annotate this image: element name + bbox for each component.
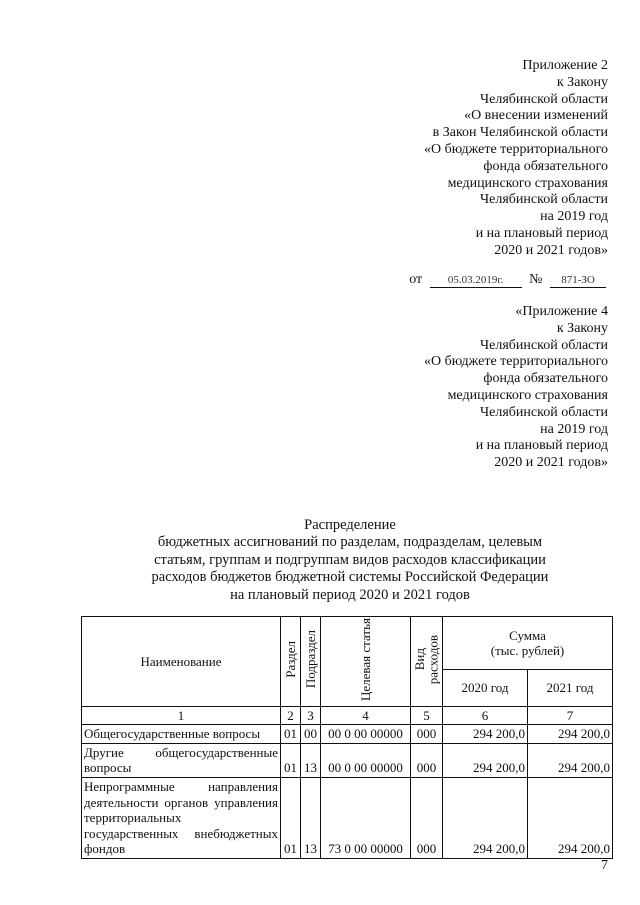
heading-title: Распределение	[304, 517, 396, 533]
number-label: №	[529, 272, 543, 287]
approval-line: медицинского страхования	[447, 175, 608, 191]
table-row	[82, 743, 613, 777]
column-number: 5	[411, 706, 443, 725]
approval-block-1	[424, 58, 608, 260]
approval-line: фонда обязательного	[483, 158, 608, 174]
document-heading	[80, 517, 620, 604]
row-name: Непрограммные направления деятельности органов управления территориальных государственных внебюджетных фондов	[82, 777, 281, 858]
row-kind: 000	[411, 743, 443, 777]
column-number: 4	[321, 706, 411, 725]
approval-line: 2020 и 2021 годов»	[494, 242, 608, 258]
table-row	[82, 725, 613, 744]
header-year-2021: 2021 год	[528, 670, 613, 706]
row-target: 00 0 00 00000	[321, 743, 411, 777]
row-name: Общегосударственные вопросы	[82, 725, 281, 744]
heading-line: на плановый период 2020 и 2021 годов	[230, 586, 470, 603]
header-kind	[411, 617, 443, 707]
header-target-label: Целевая статья	[357, 618, 373, 702]
column-number: 7	[528, 706, 613, 725]
row-target: 00 0 00 00000	[321, 725, 411, 744]
row-amount-2020: 294 200,0	[443, 777, 528, 858]
approval-block-2	[424, 304, 608, 472]
approval-line: к Закону	[556, 74, 608, 90]
approval-line: в Закон Челябинской области	[432, 125, 608, 141]
header-sum-line1: Сумма	[509, 627, 546, 643]
approval-line: медицинского страхования	[447, 387, 608, 403]
approval-line: фонда обязательного	[483, 371, 608, 387]
approval-line: на 2019 год	[540, 209, 608, 225]
row-amount-2020: 294 200,0	[443, 743, 528, 777]
approval-line: Челябинской области	[480, 192, 608, 208]
header-target	[321, 617, 411, 707]
approval-line: Челябинской области	[480, 91, 608, 107]
row-name: Другие общегосударственные вопросы	[82, 743, 281, 777]
row-amount-2021: 294 200,0	[528, 743, 613, 777]
header-sum-line2: (тыс. рублей)	[490, 643, 565, 659]
heading-line: статьям, группам и подгруппам видов расходов классификации	[154, 551, 546, 568]
column-number: 6	[443, 706, 528, 725]
law-date-number-line	[409, 272, 610, 289]
header-kind-line1: Вид	[412, 648, 427, 671]
header-name: Наименование	[82, 617, 281, 707]
approval-line: на 2019 год	[540, 421, 608, 437]
approval-line: и на плановый период	[475, 438, 608, 454]
approval-line: к Закону	[556, 320, 608, 336]
approval-line: «О бюджете территориального	[424, 354, 608, 370]
row-subsection: 13	[301, 777, 321, 858]
date-prefix: от	[409, 272, 423, 287]
approval-line: «О бюджете территориального	[424, 141, 608, 157]
row-subsection: 13	[301, 743, 321, 777]
row-amount-2021: 294 200,0	[528, 725, 613, 744]
approval-line: Челябинской области	[480, 337, 608, 353]
row-amount-2020: 294 200,0	[443, 725, 528, 744]
approval-line: и на плановый период	[475, 225, 608, 241]
law-number: 871-ЗО	[550, 274, 606, 288]
row-section: 01	[281, 777, 301, 858]
approval-line: Приложение 2	[522, 58, 608, 73]
budget-allocation-table	[81, 616, 613, 859]
page-number: 7	[601, 858, 608, 873]
row-amount-2021: 294 200,0	[528, 777, 613, 858]
heading-line: расходов бюджетов бюджетной системы Российской Федерации	[151, 569, 549, 586]
law-date: 05.03.2019г.	[430, 274, 522, 288]
header-section	[281, 617, 301, 707]
column-number: 3	[301, 706, 321, 725]
heading-line: бюджетных ассигнований по разделам, подразделам, целевым	[157, 534, 543, 551]
approval-line: «Приложение 4	[515, 304, 608, 319]
header-subsection	[301, 617, 321, 707]
approval-line: Челябинской области	[480, 404, 608, 420]
header-section-label: Раздел	[282, 641, 298, 678]
row-target: 73 0 00 00000	[321, 777, 411, 858]
header-kind-label	[413, 635, 440, 684]
approval-line: «О внесении изменений	[464, 108, 608, 124]
approval-line: 2020 и 2021 годов»	[494, 455, 608, 471]
row-kind: 000	[411, 777, 443, 858]
table-row	[82, 777, 613, 858]
header-kind-line2: расходов	[425, 634, 441, 685]
row-section: 01	[281, 743, 301, 777]
row-section: 01	[281, 725, 301, 744]
column-number: 2	[281, 706, 301, 725]
header-year-2020: 2020 год	[443, 670, 528, 706]
column-number: 1	[82, 706, 281, 725]
header-sum	[443, 617, 613, 670]
row-subsection: 00	[301, 725, 321, 744]
row-kind: 000	[411, 725, 443, 744]
header-subsection-label: Подраздел	[302, 630, 318, 689]
